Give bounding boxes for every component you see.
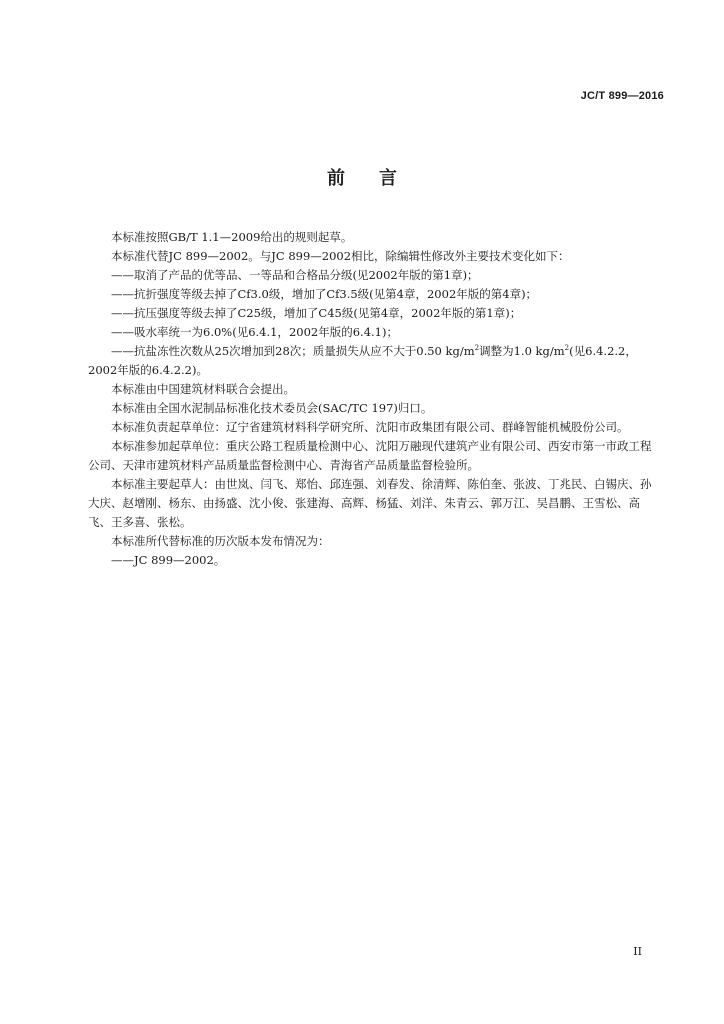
paragraph-drafting-rules: 本标准按照GB/T 1.1—2009给出的规则起草。 [111, 230, 353, 244]
change-item-water-absorption: ——吸水率统一为6.0%(见6.4.1，2002年版的6.4.1)； [111, 325, 398, 339]
change-item-flexural-strength: ——抗折强度等级去掉了Cf3.0级，增加了Cf3.5级(见第4章，2002年版的第4章)； [111, 287, 538, 301]
previous-edition-item: ——JC 899—2002。 [111, 553, 226, 567]
standard-code-header: JC/T 899—2016 [580, 90, 664, 102]
paragraph-replaces: 本标准代替JC 899—2002。与JC 899—2002相比，除编辑性修改外主要技术变化如下： [111, 249, 570, 263]
paragraph-participating-units: 本标准参加起草单位：重庆公路工程质量检测中心、沈阳万融现代建筑产业有限公司、西安市第一市政工程公司、天津市建筑材料产品质量监督检测中心、青海省产品质量监督检验所。 [88, 439, 652, 472]
salt-freeze-text-b: 调整为1.0 kg/m [479, 344, 565, 358]
salt-freeze-sup-2: 2 [564, 344, 570, 353]
page-title: 前言 [327, 168, 431, 189]
preface-body [88, 228, 662, 570]
page-number: II [633, 945, 642, 958]
paragraph-previous-editions: 本标准所代替标准的历次版本发布情况为： [111, 534, 330, 548]
paragraph-proposed-by: 本标准由中国建筑材料联合会提出。 [111, 382, 295, 396]
change-item-salt-freeze [88, 342, 662, 380]
change-item-compressive-strength: ——抗压强度等级去掉了C25级，增加了C45级(见第4章，2002年版的第1章)； [111, 306, 522, 320]
paragraph-main-drafters: 本标准主要起草人：由世岚、闫飞、郑怡、邱连强、刘春发、徐清辉、陈伯奎、张波、丁兆民、白锡庆、孙大庆、赵增刚、杨东、由扬盛、沈小俊、张建海、高辉、杨猛、刘洋、朱青云、郭万江、吴昌鹏、王雪松、高飞、王多喜、张松。 [88, 477, 652, 529]
change-item-grading: ——取消了产品的优等品、一等品和合格品分级(见2002年版的第1章)； [111, 268, 479, 282]
salt-freeze-text-c: (见6.4.2.2，2002年版的6.4.2.2)。 [88, 344, 637, 377]
salt-freeze-text-a: ——抗盐冻性次数从25次增加到28次；质量损失从应不大于0.50 kg/m [111, 344, 475, 358]
paragraph-under-jurisdiction: 本标准由全国水泥制品标准化技术委员会(SAC/TC 197)归口。 [111, 401, 433, 415]
salt-freeze-sup-1: 2 [474, 344, 480, 353]
paragraph-lead-drafting-units: 本标准负责起草单位：辽宁省建筑材料科学研究所、沈阳市政集团有限公司、群峰智能机械股份公司。 [111, 420, 629, 434]
